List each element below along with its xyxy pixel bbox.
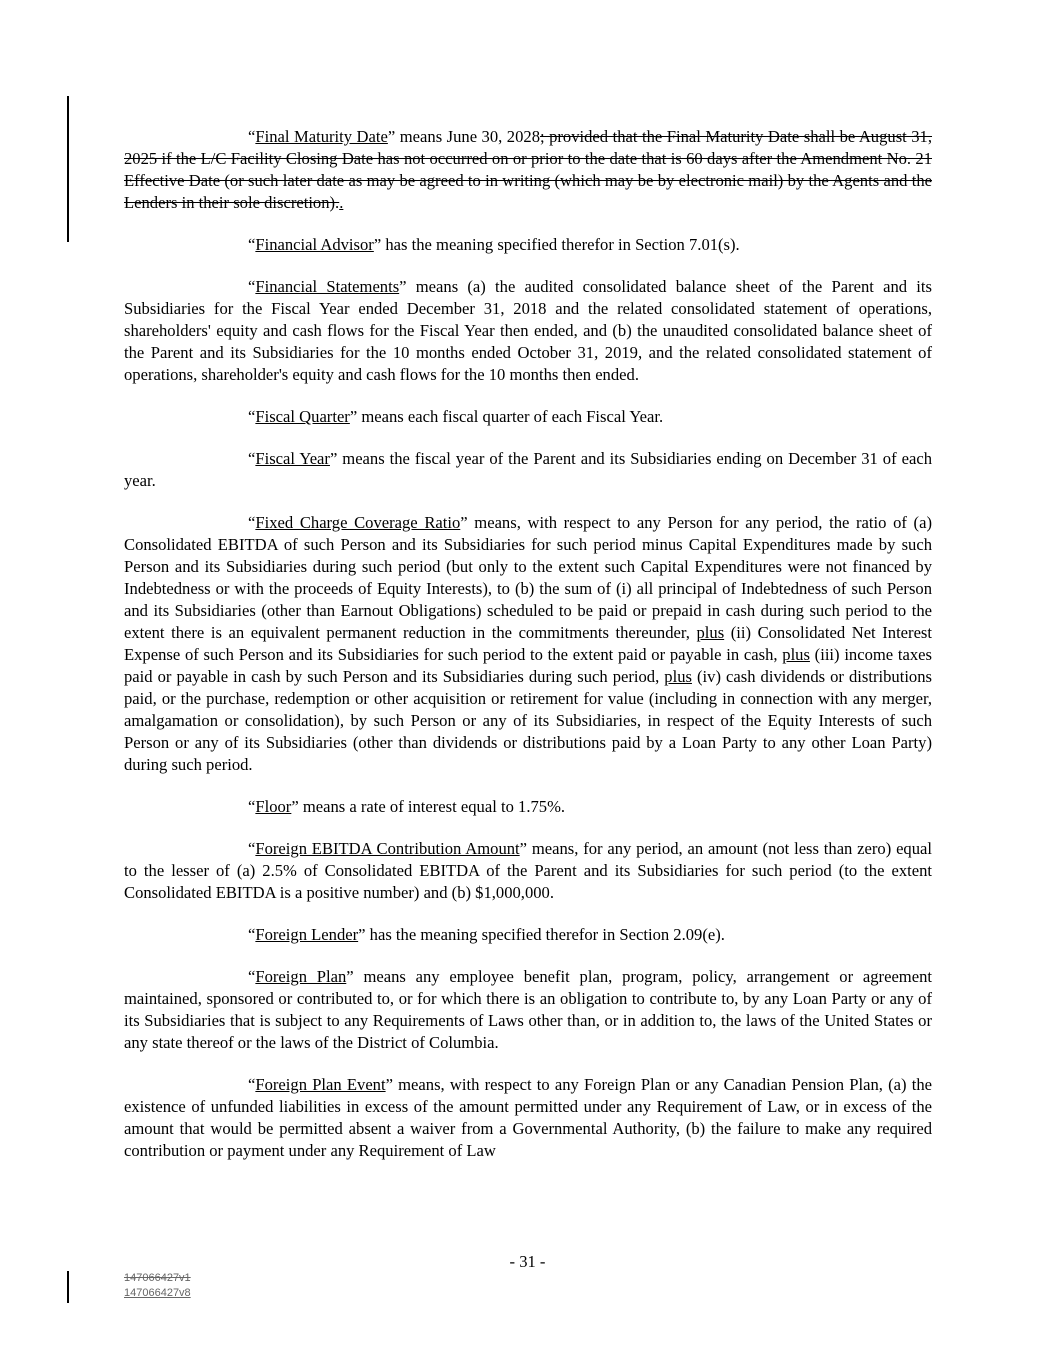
defined-term: Foreign Lender xyxy=(255,925,359,944)
definition-foreign-lender: “Foreign Lender” has the meaning specified therefor in Section 2.09(e). xyxy=(248,925,725,944)
defined-term: Fiscal Year xyxy=(255,449,330,468)
plus-underlined: plus xyxy=(696,623,725,642)
defined-term: Final Maturity Date xyxy=(255,127,388,146)
document-id-block xyxy=(124,1271,191,1301)
definition-foreign-plan-event: “Foreign Plan Event” means, with respect to any Foreign Plan or any Canadian Pension Plan, (a) the existence of unfunded liabilities in excess of the amount permitted under any Requirement of Law, or in excess of the amount that would be permitted absent a waiver from a Governmental Authority, (b) the failure to make any required contribution or payment under any Requirement of Law xyxy=(124,1075,933,1160)
defined-term: Foreign Plan xyxy=(255,967,347,986)
definition-floor: “Floor” means a rate of interest equal to 1.75%. xyxy=(248,797,566,816)
definition-financial-statements: “Financial Statements” means (a) the audited consolidated balance sheet of the Parent and its Subsidiaries for the Fiscal Year ended December 31, 2018 and the related consolidated statement of operations, shareholders' equity and cash flows for the Fiscal Year then ended, and (b) the unaudited consolidated balance sheet of the Parent and its Subsidiaries for the 10 months ended October 31, 2019, and the related consolidated statement of operations, shareholder's equity and cash flows for the 10 months then ended. xyxy=(124,277,932,384)
document-body xyxy=(124,126,932,1182)
definition-fiscal-year: “Fiscal Year” means the fiscal year of the Parent and its Subsidiaries ending on December 31 of each year. xyxy=(124,449,932,490)
definition-financial-advisor: “Financial Advisor” has the meaning specified therefor in Section 7.01(s). xyxy=(248,235,740,254)
change-bar-footer xyxy=(67,1271,69,1303)
definition-foreign-plan: “Foreign Plan” means any employee benefit plan, program, policy, arrangement or agreement maintained, sponsored or contributed to, or for which there is an obligation to contribute to, by any Loan Party or any of its Subsidiaries that is subject to any Requirements of Laws other than, or in addition to, the laws of the United States or any state thereof or the laws of the District of Columbia. xyxy=(124,967,932,1052)
page-number: - 31 - xyxy=(509,1252,546,1271)
defined-term: Fixed Charge Coverage Ratio xyxy=(255,513,461,532)
definition-foreign-ebitda-contribution-amount: “Foreign EBITDA Contribution Amount” means, for any period, an amount (not less than zero) equal to the lesser of (a) 2.5% of Consolidated EBITDA of the Parent and its Subsidiaries for such period (to the extent Consolidated EBITDA is a positive number) and (b) $1,000,000. xyxy=(124,839,932,902)
document-id-old: 147066427v1 xyxy=(124,1272,191,1284)
deleted-text: ; provided that the Final Maturity Date shall be August 31, 2025 if the L/C Facility Closing Date has not occurred on or prior to the date that is 60 days after the Amendment No. 21 Effective Date (or such later date as may be agreed to in writing (which may be by electronic mail) by the Agents and the Lenders in their sole discretion). xyxy=(124,127,933,212)
defined-term: Foreign Plan Event xyxy=(255,1075,386,1094)
defined-term: Financial Advisor xyxy=(255,235,374,254)
definition-fiscal-quarter: “Fiscal Quarter” means each fiscal quarter of each Fiscal Year. xyxy=(248,407,664,426)
defined-term: Fiscal Quarter xyxy=(255,407,350,426)
inserted-text: . xyxy=(339,193,344,212)
definition-fixed-charge-coverage-ratio: “Fixed Charge Coverage Ratio” means, with respect to any Person for any period, the ratio of (a) Consolidated EBITDA of such Person and its Subsidiaries for such period minus Capital Expenditures made by such Person and its Subsidiaries during such period (but only to the extent such Capital Expenditures were not financed by Indebtedness or with the proceeds of Equity Interests), to (b) the sum of (i) all principal of Indebtedness of such Person and its Subsidiaries (other than Earnout Obligations) scheduled to be paid or prepaid in cash during such period to the extent there is an equivalent permanent reduction in the commitments thereunder, plus (ii) Consolidated Net Interest Expense of such Person and its Subsidiaries for such period to the extent paid or payable in cash, plus (iii) income taxes paid or payable in cash by such Person and its Subsidiaries during such period, plus (iv) cash dividends or distributions paid, or the purchase, redemption or other acquisition or retirement for value (including in connection with any merger, amalgamation or consolidation), by such Person or any of its Subsidiaries, in respect of the Equity Interests of such Person or any of its Subsidiaries (other than dividends or distributions paid by a Loan Party to any other Loan Party) during such period. xyxy=(124,513,933,774)
document-id-new: 147066427v8 xyxy=(124,1287,191,1299)
change-bar xyxy=(67,96,69,242)
plus-underlined: plus xyxy=(782,645,810,664)
defined-term: Foreign EBITDA Contribution Amount xyxy=(255,839,520,858)
defined-term: Financial Statements xyxy=(255,277,400,296)
plus-underlined: plus xyxy=(664,667,692,686)
defined-term: Floor xyxy=(255,797,292,816)
definition-final-maturity-date: “Final Maturity Date” means June 30, 2028; provided that the Final Maturity Date shall be August 31, 2025 if the L/C Facility Closing Date has not occurred on or prior to the date that is 60 days after the Amendment No. 21 Effective Date (or such later date as may be agreed to in writing (which may be by electronic mail) by the Agents and the Lenders in their sole discretion).. xyxy=(124,127,933,212)
